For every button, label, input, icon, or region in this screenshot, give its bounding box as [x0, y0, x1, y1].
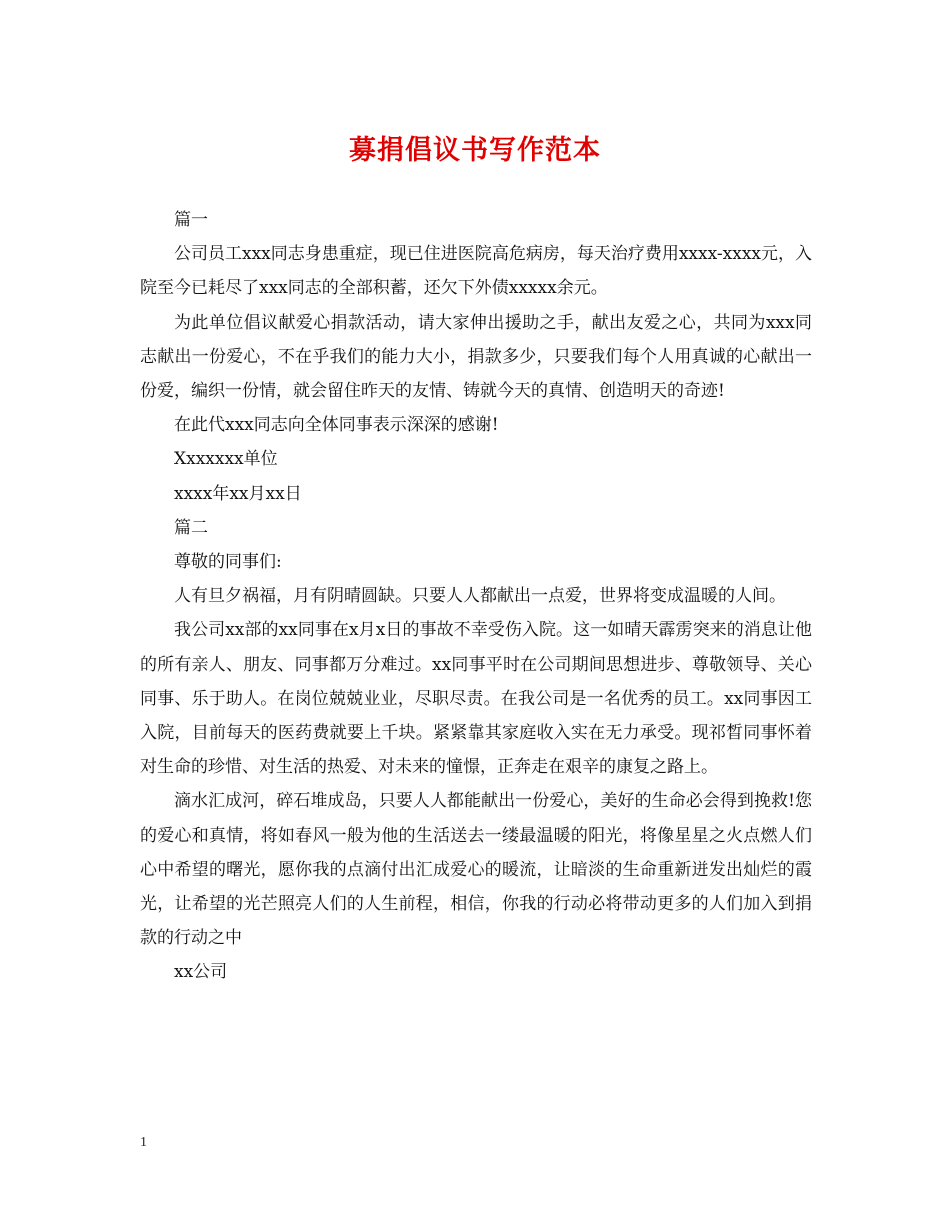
paragraph: 公司员工xxx同志身患重症，现已住进医院高危病房，每天治疗费用xxxx-xxxx元，入院至今已耗尽了xxx同志的全部积蓄，还欠下外债xxxxx余元。	[140, 244, 812, 299]
section-heading-1: 篇一	[174, 210, 208, 230]
section-heading-2: 篇二	[174, 517, 208, 538]
signature-company: xx公司	[174, 962, 228, 983]
paragraph: 为此单位倡议献爱心捐款活动，请大家伸出援助之手，献出友爱之心，共同为xxx同志献出一份爱心，不在乎我们的能力大小，捐款多少，只要我们每个人用真诚的心献出一份爱，编织一份情，就会留住昨天的友情、铸就今天的真情、创造明天的奇迹!	[140, 312, 812, 402]
document-body	[140, 203, 812, 990]
document-title: 募捐倡议书写作范本	[349, 135, 601, 166]
paragraph: 滴水汇成河，碎石堆成岛，只要人人都能献出一份爱心，美好的生命必会得到挽救!您的爱心和真情，将如春风一般为他的生活送去一缕最温暖的阳光，将像星星之火点燃人们心中希望的曙光，愿你我的点滴付出汇成爱心的暖流，让暗淡的生命重新迸发出灿烂的霞光，让希望的光芒照亮人们的人生前程，相信，你我的行动必将带动更多的人们加入到捐款的行动之中	[140, 791, 812, 949]
page-number: 1	[140, 1135, 147, 1150]
paragraph: 人有旦夕祸福，月有阴晴圆缺。只要人人都献出一点爱，世界将变成温暖的人间。	[174, 586, 786, 607]
signature-date: xxxx年xx月xx日	[174, 483, 302, 504]
signature-unit: Xxxxxxx单位	[174, 449, 278, 470]
salutation: 尊敬的同事们:	[174, 552, 282, 573]
paragraph: 我公司xx部的xx同事在x月x日的事故不幸受伤入院。这一如晴天霹雳突来的消息让他的所有亲人、朋友、同事都万分难过。xx同事平时在公司期间思想进步、尊敬领导、关心同事、乐于助人。在岗位兢兢业业，尽职尽责。在我公司是一名优秀的员工。xx同事因工入院，目前每天的医药费就要上千块。紧紧靠其家庭收入实在无力承受。现祁晳同事怀着对生命的珍惜、对生活的热爱、对未来的憧憬，正奔走在艰辛的康复之路上。	[140, 620, 812, 778]
paragraph: 在此代xxx同志向全体同事表示深深的感谢!	[174, 415, 499, 436]
